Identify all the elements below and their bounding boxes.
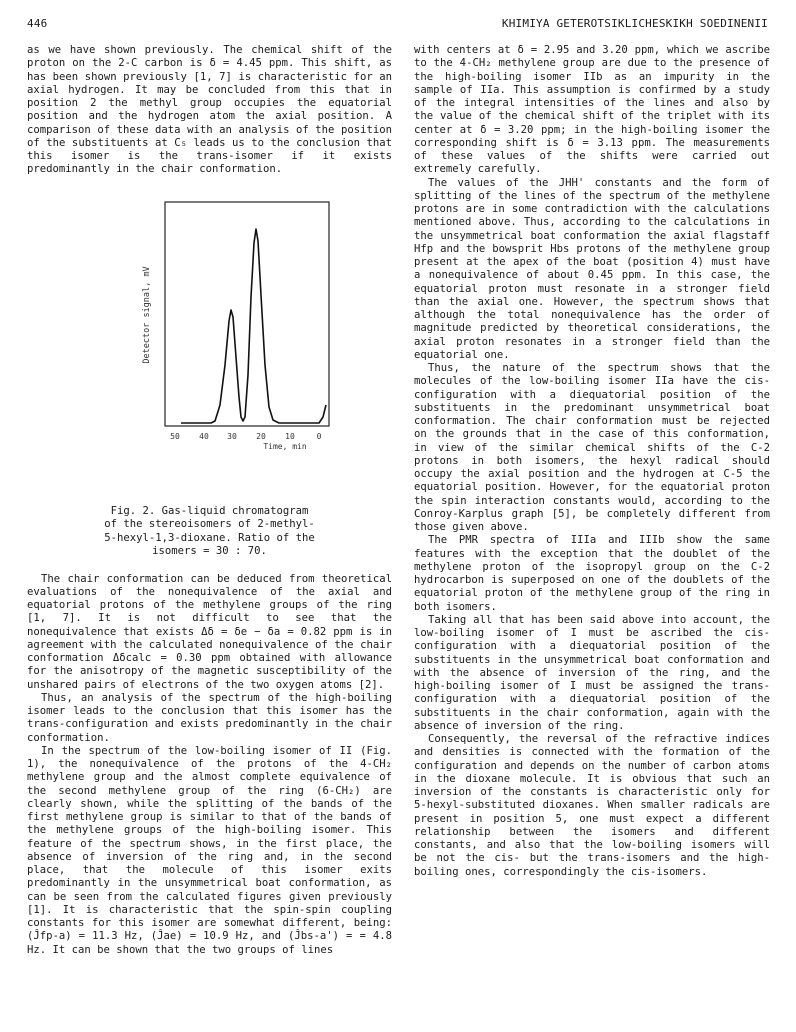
x-tick-label: 20 (256, 431, 266, 441)
x-tick-label: 0 (316, 431, 322, 441)
caption-line: Fig. 2. Gas-liquid chromatogram (110, 504, 309, 517)
left-paragraph-3: Thus, an analysis of the spectrum of the high-boiling isomer leads to the conclusion that this isomer has the trans-configuration and exists predominantly in the chair conformation. (27, 691, 392, 744)
caption-line: of the stereoisomers of 2-methyl- (104, 518, 315, 530)
x-axis-label: Time, min (263, 441, 307, 451)
figure-caption (27, 505, 392, 559)
x-tick-label: 30 (227, 431, 237, 441)
right-paragraph-2: The values of the JHH' constants and the form of splitting of the lines of the spectrum of the methylene protons are in some contradiction with the calculations mentioned above. Thus, according to the calculations in the unsymmetrical boat conformation the axial flagstaff Hfp and the bowsprit Hbs protons of the methylene group present at the apex of the boat (position 4) must have a nonequivalence of about 0.45 ppm. In this case, the equatorial proton must resonate in a stronger field than the axial one. However, the spectrum shows that although the total nonequivalence has the order of magnitude predicted by theoretical considerations, the axial proton resonates in a stronger field than the equatorial one. (414, 176, 770, 361)
right-column (414, 44, 770, 879)
caption-line: 5-hexyl-1,3-dioxane. Ratio of the (104, 531, 315, 544)
left-paragraph-4: In the spectrum of the low-boiling isomer of II (Fig. 1), the nonequivalence of the protons of the 4-CH₂ methylene group and the almost complete equivalence of the second methylene group of the ring (6-CH₂) are clearly shown, while the splitting of the bands of the first methylene group is similar to that of the bands of the methylene groups of the high-boiling isomer. This feature of the spectrum shows, in the first place, the absence of inversion of the ring and, in the second place, that the molecule of this isomer exits predominantly in the unsymmetrical boat conformation, as can be seen from the calculated figures given previously [1]. It is characteristic that the spin-spin coupling constants for this isomer are somewhat different, being: (Ĵfp-a) = 11.3 Hz, (Ĵae) = 10.9 Hz, and (Ĵbs-a') = = 4.8 Hz. It can be shown that the two groups of lines (27, 744, 392, 956)
x-tick-label: 50 (170, 431, 180, 441)
right-paragraph-3: Thus, the nature of the spectrum shows that the molecules of the low-boiling isomer IIa have the cis-configuration with a diequatorial position of the substituents in the predominant unsymmetrical boat conformation. The chair conformation must be rejected on the grounds that in the case of this conformation, in view of the similar chemical shifts of the C-2 protons in both isomers, the hexyl radical should occupy the axial position and the hydrogen at C-5 the equatorial position. However, for the equatorial proton the spin interaction constants would, according to the Conroy-Karplus graph [5], be completely different from those given above. (414, 362, 770, 533)
left-column (27, 44, 392, 957)
page-number: 446 (27, 17, 48, 30)
caption-line: isomers = 30 : 70. (152, 545, 267, 557)
right-paragraph-1: with centers at δ = 2.95 and 3.20 ppm, which we ascribe to the 4-CH₂ methylene group are due to the presence of the high-boiling isomer IIb as an impurity in the sample of IIa. This assumption is confirmed by a study of the integral intensities of the lines and also by the value of the chemical shift of the triplet with its center at δ = 3.20 ppm; in the high-boiling isomer the corresponding shift is δ = 3.13 ppm. The measurements of these values of the shifts were carried out extremely carefully. (414, 44, 770, 176)
chromatogram-trace (181, 229, 326, 423)
x-tick-label: 10 (285, 431, 295, 441)
left-paragraph-2: The chair conformation can be deduced from theoretical evaluations of the nonequivalence of the axial and equatorial protons of the methylene groups of the ring [1, 7]. It is not difficult to see that the nonequivalence that exists Δδ = δe − δa = 0.82 ppm is in agreement with the calculated nonequivalence of the chair conformation Δδcalc = 0.30 ppm obtained with allowance for the anisotropy of the magnetic susceptibility of the unshared pairs of electrons of the two oxygen atoms [2]. (27, 572, 392, 691)
right-paragraph-5: Taking all that has been said above into account, the low-boiling isomer of I must be ascribed the cis-configuration with a diequatorial position of the substituents in the unsymmetrical boat conformation and with the absence of inversion of the ring, and the high-boiling isomer of I must be assigned the trans-configuration with a diequatorial position of the substituents in the chair conformation, again with the absence of inversion of the ring. (414, 613, 770, 732)
chromatogram-plot (27, 185, 392, 497)
x-tick-label: 40 (199, 431, 209, 441)
y-axis-label: Detector signal, mV (142, 265, 152, 364)
left-paragraph-1: as we have shown previously. The chemical shift of the proton on the 2-C carbon is δ = 4.45 ppm. This shift, as has been shown previously [1, 7] is characteristic for an axial hydrogen. It may be concluded from this that in position 2 the methyl group occupies the equatorial position and the hydrogen atom the axial position. A comparison of these data with an analysis of the position of the substituents at C₅ leads us to the conclusion that this isomer is the trans-isomer if it exists predominantly in the chair conformation. (27, 44, 392, 176)
journal-title: KHIMIYA GETEROTSIKLICHESKIKH SOEDINENII (501, 17, 768, 30)
right-paragraph-6: Consequently, the reversal of the refractive indices and densities is connected with the formation of the configuration and depends on the number of carbon atoms in the dioxane molecule. It is obvious that such an inversion of the constants is characteristic only for 5-hexyl-substituted dioxanes. When smaller radicals are present in position 5, one must expect a different relationship between the isomers and different constants, and also that the low-boiling isomers will be not the cis- but the trans-isomers and the high-boiling ones, correspondingly the cis-isomers. (414, 733, 770, 878)
figure-2 (27, 185, 392, 497)
right-paragraph-4: The PMR spectra of IIIa and IIIb show the same features with the exception that the doublet of the methylene proton of the isopropyl group on the C-2 hydrocarbon is superposed on one of the doublets of the equatorial proton of the methylene group of the ring in both isomers. (414, 534, 770, 613)
